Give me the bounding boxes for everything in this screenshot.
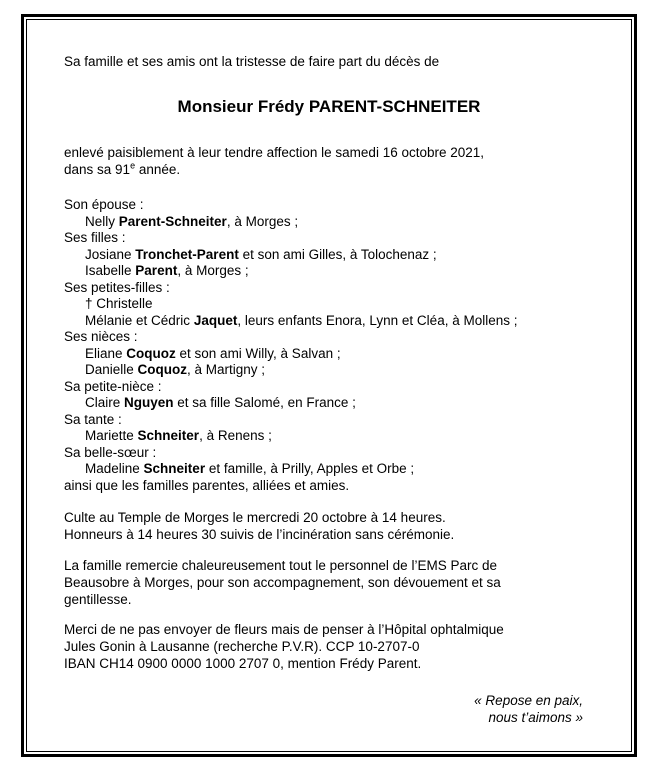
family-member-line: [64, 461, 583, 478]
family-text: et sa fille Salomé, en France ;: [173, 395, 356, 410]
family-text: Ses nièces :: [64, 329, 138, 344]
family-surname: Tronchet-Parent: [135, 246, 239, 262]
family-text: et son ami Willy, à Salvan ;: [175, 345, 341, 361]
family-text: Ses filles :: [64, 230, 126, 245]
family-surname: Coquoz: [137, 362, 188, 377]
family-surname: Schneiter: [137, 428, 200, 443]
family-text: Ses petites-filles :: [64, 279, 170, 295]
notice-outer-border: [21, 14, 637, 757]
family-text: Madeline: [85, 461, 144, 476]
family-text: , à Martigny ;: [187, 362, 266, 377]
family-text: Isabelle: [85, 263, 136, 278]
family-text: Sa belle-sœur :: [64, 444, 157, 460]
family-text: , à Morges ;: [226, 213, 299, 229]
family-member-line: [64, 247, 583, 264]
family-member-line: [64, 214, 583, 231]
family-relation-label: [64, 478, 583, 495]
family-member-line: [64, 313, 583, 330]
family-surname: Schneiter: [143, 461, 206, 476]
family-text: † Christelle: [85, 296, 153, 311]
family-text: Sa petite-nièce :: [64, 378, 162, 394]
family-text: Claire: [85, 395, 125, 410]
thanks-paragraph: [64, 557, 583, 608]
passing-line1: enlevé paisiblement à leur tendre affection le samedi 16 octobre 2021,: [64, 145, 485, 160]
family-member-line: [64, 296, 583, 313]
text-line: nous t’aimons »: [488, 710, 583, 725]
family-text: Danielle: [85, 362, 138, 377]
text-line: Merci de ne pas envoyer de fleurs mais de penser à l’Hôpital ophtalmique: [64, 622, 504, 637]
text-line: « Repose en paix,: [474, 693, 583, 708]
family-text: Son épouse :: [64, 197, 144, 212]
family-surname: Coquoz: [126, 345, 176, 361]
text-line: gentillesse.: [64, 592, 132, 607]
text-line: Honneurs à 14 heures 30 suivis de l’incinération sans cérémonie.: [64, 527, 455, 542]
family-list: [64, 197, 583, 494]
family-member-line: [64, 346, 583, 363]
family-relation-label: [64, 280, 583, 297]
family-text: Mariette: [85, 428, 138, 443]
text-line: IBAN CH14 0900 0000 1000 2707 0, mention Frédy Parent.: [64, 656, 422, 671]
family-text: et famille, à Prilly, Apples et Orbe ;: [205, 461, 415, 476]
family-text: Eliane: [85, 345, 127, 361]
donation-paragraph: [64, 621, 583, 672]
family-member-line: [64, 362, 583, 379]
notice-inner-border: [26, 19, 632, 752]
family-text: Josiane: [85, 246, 136, 262]
family-relation-label: [64, 379, 583, 396]
closing-quote: [64, 692, 583, 726]
family-text: Sa tante :: [64, 411, 122, 427]
ceremony-paragraph: [64, 509, 583, 543]
passing-line2-start: dans sa 91: [64, 162, 131, 177]
family-relation-label: [64, 230, 583, 247]
family-relation-label: [64, 445, 583, 462]
text-line: Jules Gonin à Lausanne (recherche P.V.R). CCP 10-2707-0: [64, 639, 420, 654]
family-relation-label: [64, 197, 583, 214]
text-line: Culte au Temple de Morges le mercredi 20 octobre à 14 heures.: [64, 510, 446, 525]
notice-content: [27, 20, 631, 726]
family-text: Mélanie et Cédric: [85, 312, 194, 328]
deceased-name-title: Monsieur Frédy PARENT-SCHNEITER: [177, 97, 481, 116]
text-line: Beausobre à Morges, pour son accompagnement, son dévouement et sa: [64, 575, 501, 590]
family-surname: Parent: [135, 263, 178, 278]
family-relation-label: [64, 412, 583, 429]
family-text: , leurs enfants Enora, Lynn et Cléa, à Mollens ;: [237, 312, 518, 328]
family-text: , à Renens ;: [199, 428, 272, 443]
text-line: La famille remercie chaleureusement tout le personnel de l’EMS Parc de: [64, 558, 497, 573]
family-member-line: [64, 428, 583, 445]
family-surname: Nguyen: [124, 395, 174, 410]
family-member-line: [64, 395, 583, 412]
ordinal-superscript: e: [130, 160, 136, 171]
family-surname: Parent-Schneiter: [118, 213, 227, 229]
family-member-line: [64, 263, 583, 280]
family-text: et son ami Gilles, à Tolochenaz ;: [238, 246, 437, 262]
passing-paragraph: [64, 144, 583, 178]
passing-line2-end: année.: [135, 162, 181, 177]
intro-line: Sa famille et ses amis ont la tristesse de faire part du décès de: [64, 54, 440, 69]
family-text: , à Morges ;: [177, 263, 249, 278]
family-text: Nelly: [85, 213, 119, 229]
family-text: ainsi que les familles parentes, alliées et amies.: [64, 477, 350, 493]
family-surname: Jaquet: [193, 312, 238, 328]
family-relation-label: [64, 329, 583, 346]
